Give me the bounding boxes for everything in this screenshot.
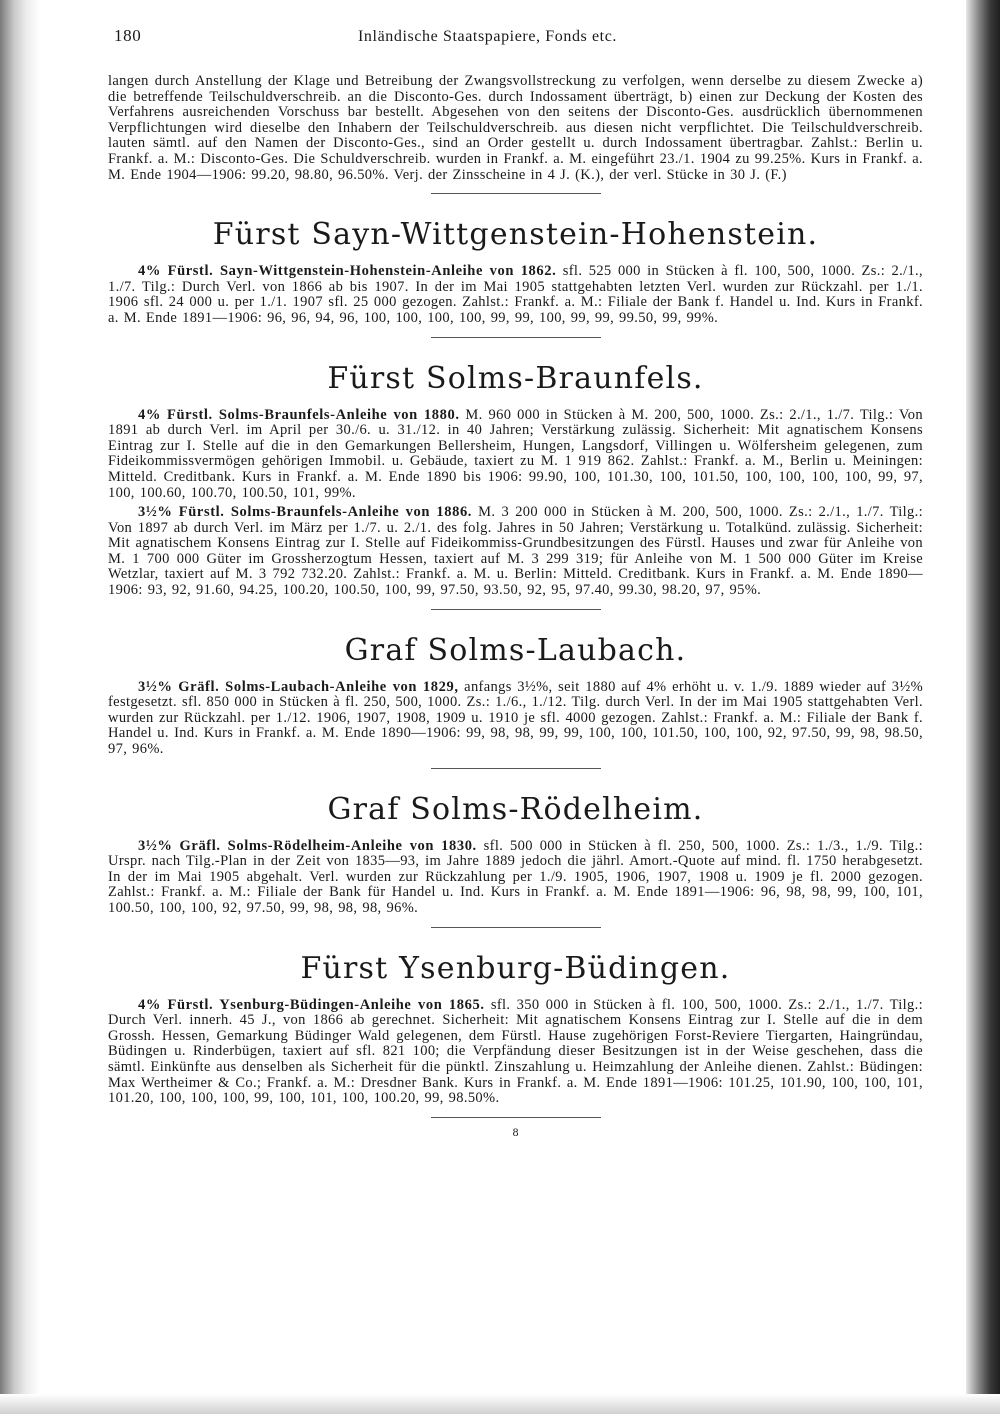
section-title-sayn-wittgenstein: Fürst Sayn-Wittgenstein-Hohenstein. (212, 217, 819, 253)
signature-mark: 8 (512, 1127, 519, 1139)
loan-entry (108, 680, 923, 758)
loan-details: M. 3 200 000 in Stücken à M. 200, 500, 1000. Zs.: 2./1., 1./7. Tilg.: Von 1897 ab durch Verl. im März per 1./7. u. 2./1. des folg. Jahres in 50 Jahren; Verstärkung u. Totalkünd. zulässig. Sicherheit: Mit agnatischem Konsens Eintrag zur I. Stelle auf Fideikommiss-Grundbesitzungen des Fürstl. Hauses und zwar für Anleihe von M. 1 700 000 Güter im Grossherzogtum Hessen, taxiert auf M. 3 299 319; für Anleihe von M. 1 500 000 Güter im Kreise Wetzlar, taxiert auf M. 3 792 732.20. Zahlst.: Frankf. a. M. u. Berlin: Mitteld. Creditbank. Kurs in Frankf. a. M. Ende 1890—1906: 93, 92, 91.60, 94.25, 100.20, 100.50, 100, 99, 97.50, 93.50, 92, 95, 97.40, 99.30, 98.20, 97, 95%. (108, 504, 923, 599)
intro-paragraph: langen durch Anstellung der Klage und Betreibung der Zwangsvollstreckung zu verfolgen, wenn derselbe zu diesem Zwecke a) die betreffende Teilschuldverschreib. an die Disconto-Ges. durch Indossament überträgt, b) einen zur Deckung der Kosten des Verfahrens ausreichenden Vorschuss bar bestellt. Abgesehen von den seitens der Disconto-Ges. ausdrücklich übernommenen Verpflichtungen wird dieselbe den Inhabern der Teilschuldverschreib. aus diesen nicht verpflichtet. Die Teilschuldverschreib. lauten sämtl. auf den Namen der Disconto-Ges., sind an Order gestellt u. durch Indossament übertragbar. Zahlst.: Berlin u. Frankf. a. M.: Disconto-Ges. Die Schuldverschreib. wurden in Frankf. a. M. eingeführt 23./1. 1904 zu 99.25%. Kurs in Frankf. a. M. Ende 1904—1906: 99.20, 98.80, 96.50%. Verj. der Zinsscheine in 4 J. (K.), der verl. Stücke in 30 J. (F.) (108, 73, 923, 183)
loan-entry (108, 505, 923, 599)
section-title-solms-braunfels: Fürst Solms-Braunfels. (327, 360, 704, 396)
section-divider (431, 1117, 601, 1118)
scan-edge-left (0, 0, 40, 1414)
section-title-solms-roedelheim: Graf Solms-Rödelheim. (327, 791, 704, 827)
document-page (108, 22, 923, 1402)
section-title-ysenburg-buedingen: Fürst Ysenburg-Büdingen. (300, 950, 731, 986)
section-divider (431, 768, 601, 769)
loan-name: 4% Fürstl. Ysenburg-Büdingen-Anleihe von 1865. (138, 996, 485, 1013)
loan-details: anfangs 3½%, seit 1880 auf 4% erhöht u. v. 1./9. 1889 wieder auf 3½% festgesetzt. sfl. 850 000 in Stücken à fl. 250, 500, 1000. Zs.: 1./6., 1./12. Tilg. durch Verl. In der im Mai 1905 stattgehabten Verl. wurden zur Rückzahl. per 1./12. 1906, 1907, 1908, 1909 u. 1910 je sfl. 4000 gezogen. Zahlst.: Frankf. a. M.: Filiale der Bank f. Handel u. Ind. Kurs in Frankf. a. M. Ende 1890—1906: 99, 98, 98, 99, 99, 100, 100, 101.50, 100, 100, 92, 97.50, 99, 98, 98.50, 97, 96%. (108, 678, 923, 758)
loan-name: 3½% Fürstl. Solms-Braunfels-Anleihe von 1886. (138, 504, 473, 521)
page-number: 180 (114, 26, 142, 45)
loan-name: 4% Fürstl. Sayn-Wittgenstein-Hohenstein-Anleihe von 1862. (138, 263, 557, 280)
loan-name: 3½% Gräfl. Solms-Rödelheim-Anleihe von 1830. (138, 837, 477, 854)
section-divider (431, 609, 601, 610)
loan-details: sfl. 500 000 in Stücken à fl. 250, 500, 1000. Zs.: 1./3., 1./9. Tilg.: Urspr. nach Tilg.-Plan in der Zeit von 1835—93, im Jahre 1889 jedoch die jährl. Amort.-Quote auf mind. fl. 1750 herabgesetzt. In der im Mai 1905 abgehalt. Verl. wurden zur Rückzahlung per 1./9. 1905, 1906, 1907, 1908 u. 1909 je fl. 2000 gezogen. Zahlst.: Frankf. a. M.: Filiale der Bank für Handel u. Ind. Kurs in Frankf. a. M. Ende 1891—1906: 96, 98, 98, 99, 100, 101, 100.50, 100, 100, 92, 97.50, 99, 98, 98, 98, 96%. (108, 837, 923, 916)
loan-name: 3½% Gräfl. Solms-Laubach-Anleihe von 1829, (138, 678, 459, 695)
scan-edge-right (966, 0, 1000, 1414)
loan-entry (108, 264, 923, 326)
loan-details: sfl. 350 000 in Stücken à fl. 100, 500, 1000. Zs.: 2./1., 1./7. Tilg.: Durch Verl. innerh. 45 J., von 1866 ab gerechnet. Sicherheit: Mit agnatischem Konsens Eintrag zur I. Stelle auf die in dem Grossh. Hessen, Gemarkung Büdinger Wald gelegenen, dem Fürstl. Hause zugehörigen Forst-Reviere Tiergarten, Haingründau, Büdingen u. Rinderbügen, taxiert auf sfl. 821 100; die Verpfändung dieser Besitzungen ist in der Weise geschehen, dass die sämtl. Einkünfte aus denselben als Sicherheit für die pünktl. Zinszahlung u. Heimzahlung der Anleihe dienen. Zahlst.: Büdingen: Max Wertheimer & Co.; Frankf. a. M.: Dresdner Bank. Kurs in Frankf. a. M. Ende 1891—1906: 101.25, 101.90, 100, 100, 101, 101.20, 100, 100, 100, 99, 100, 101, 100, 100.20, 99, 98.50%. (108, 996, 923, 1107)
loan-details: sfl. 525 000 in Stücken à fl. 100, 500, 1000. Zs.: 2./1., 1./7. Tilg.: Durch Verl. von 1866 ab bis 1907. In der im Mai 1905 stattgehabten letzten Verl. wurden zur Rückzahl. per 1./1. 1906 sfl. 24 000 u. per 1./1. 1907 sfl. 25 000 gezogen. Zahlst.: Frankf. a. M.: Filiale der Bank f. Handel u. Ind. Kurs in Frankf. a. M. Ende 1891—1906: 96, 96, 94, 96, 100, 100, 100, 100, 99, 99, 100, 99, 99, 99.50, 99, 99%. (108, 263, 923, 326)
section-divider (431, 337, 601, 338)
section-title-solms-laubach: Graf Solms-Laubach. (344, 632, 687, 668)
section-divider (431, 193, 601, 194)
loan-entry (108, 408, 923, 502)
loan-entry (108, 839, 923, 917)
loan-entry (108, 998, 923, 1107)
section-divider (431, 927, 601, 928)
running-title: Inländische Staatspapiere, Fonds etc. (358, 28, 618, 45)
running-head (108, 22, 923, 52)
loan-name: 4% Fürstl. Solms-Braunfels-Anleihe von 1880. (138, 406, 460, 423)
loan-details: M. 960 000 in Stücken à M. 200, 500, 1000. Zs.: 2./1., 1./7. Tilg.: Von 1891 ab durch Verl. im April per 30./6. u. 31./12. in 40 Jahren; Verstärkung zulässig. Sicherheit: Mit agnatischem Konsens Eintrag zur I. Stelle auf die in den Gemarkungen Bellersheim, Hungen, Langsdorf, Villingen u. Wölfersheim gelegenen, zum Fideikommissvermögen gehörigen Immobil. u. Gebäude, taxiert zu M. 1 919 862. Zahlst.: Frankf. a. M., Berlin u. Meiningen: Mitteld. Creditbank. Kurs in Frankf. a. M. Ende 1890 bis 1906: 99.90, 100, 101.30, 100, 101.50, 100, 100, 100, 100, 99, 97, 100, 100.60, 100.70, 100.50, 101, 99%. (108, 406, 923, 501)
